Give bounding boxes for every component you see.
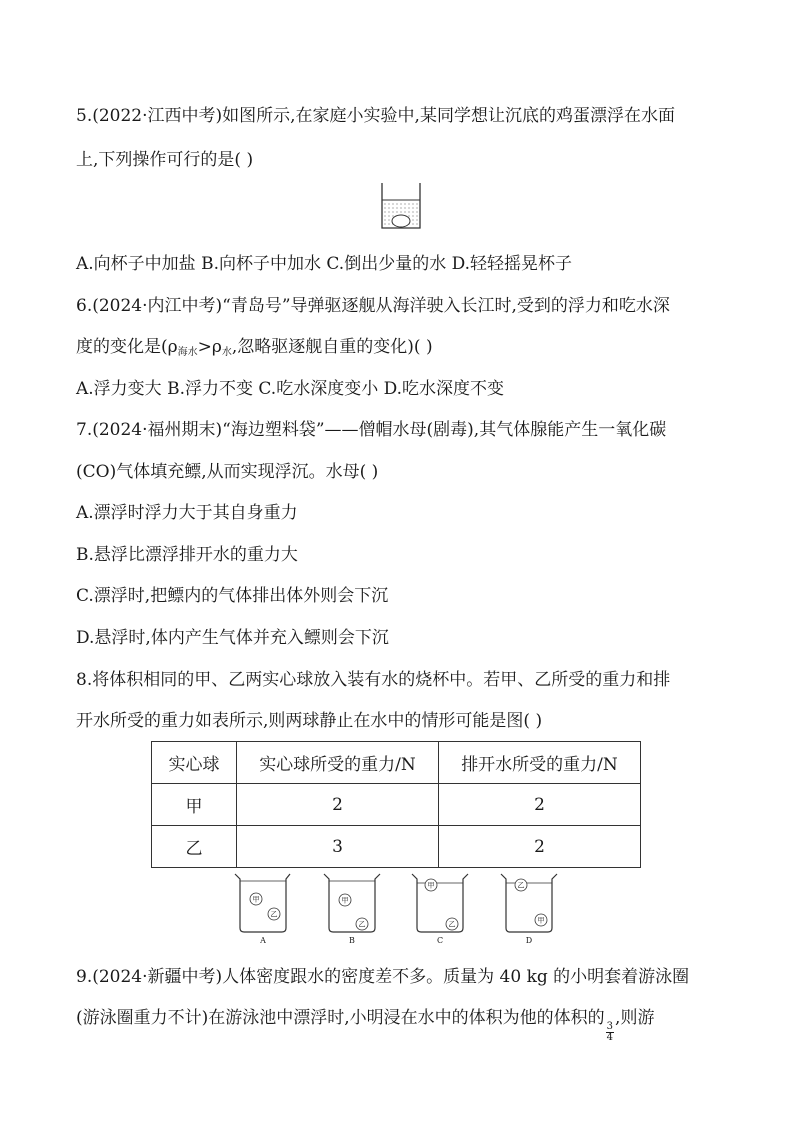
q8-stem-line2: 开水所受的重力如表所示,则两球静止在水中的情形可能是图( )	[76, 711, 543, 731]
table-cell: 2	[439, 784, 641, 826]
figure-label-c: C	[436, 936, 444, 945]
q6-stem-line1: 6.(2024·内江中考)“青岛号”导弹驱逐舰从海洋驶入长江时,受到的浮力和吃水深	[76, 296, 670, 316]
table-header-cell: 实心球所受的重力/N	[237, 742, 439, 784]
ball-yi-label: 乙	[517, 881, 525, 890]
ball-yi-label: 乙	[358, 920, 366, 929]
table-cell: 乙	[152, 826, 237, 868]
table-cell: 甲	[152, 784, 237, 826]
table-header-cell: 排开水所受的重力/N	[439, 742, 641, 784]
q5-options: A.向杯子中加盐 B.向杯子中加水 C.倒出少量的水 D.轻轻摇晃杯子	[76, 254, 573, 274]
beaker-a	[235, 874, 290, 945]
table-cell: 2	[237, 784, 439, 826]
q9-stem-line2: (游泳圈重力不计)在游泳池中漂浮时,小明浸在水中的体积为他的体积的 $\frac{3}{4}$ ,则游	[76, 1008, 655, 1043]
ball-jia-label: 甲	[537, 916, 545, 925]
table-header-cell: 实心球	[152, 742, 237, 784]
table-header-row	[152, 742, 641, 784]
figure-label-d: D	[525, 936, 533, 945]
ball-yi-label: 乙	[448, 920, 456, 929]
q9-stem-line1: 9.(2024·新疆中考)人体密度跟水的密度差不多。质量为 40 kg 的小明套着游泳圈	[76, 967, 690, 987]
ball-jia-label: 甲	[252, 895, 260, 904]
figure-label-a: A	[260, 936, 266, 945]
q5-stem-line2: 上,下列操作可行的是( )	[76, 150, 254, 170]
beaker-d	[501, 874, 557, 945]
table-cell: 2	[439, 826, 641, 868]
ball-yi-label: 乙	[270, 910, 278, 919]
q7-option-b: B.悬浮比漂浮排开水的重力大	[76, 545, 298, 565]
beaker-b	[324, 874, 380, 945]
q8-beakers-figure	[232, 870, 562, 946]
q7-stem-line2: (CO)气体填充鳔,从而实现浮沉。水母( )	[76, 462, 379, 482]
q5-stem-line1: 5.(2022·江西中考)如图所示,在家庭小实验中,某同学想让沉底的鸡蛋漂浮在水面	[76, 106, 675, 126]
table-row	[152, 826, 641, 868]
fraction-three-quarters: $\frac{3}{4}$	[606, 1021, 614, 1043]
q7-option-a: A.漂浮时浮力大于其自身重力	[76, 503, 298, 523]
q7-option-c: C.漂浮时,把鳔内的气体排出体外则会下沉	[76, 586, 389, 606]
ball-jia-label: 甲	[341, 896, 349, 905]
table-cell: 3	[237, 826, 439, 868]
q8-stem-line1: 8.将体积相同的甲、乙两实心球放入装有水的烧杯中。若甲、乙所受的重力和排	[76, 670, 671, 690]
beaker-c	[412, 874, 468, 945]
q6-stem-line2: 度的变化是($\rho_{海水}>\rho_水$,忽略驱逐舰自重的变化)( )	[76, 337, 433, 358]
q7-option-d: D.悬浮时,体内产生气体并充入鳔则会下沉	[76, 628, 389, 648]
ball-jia-label: 甲	[427, 881, 435, 890]
figure-label-b: B	[349, 936, 355, 945]
q8-gravity-table	[151, 741, 641, 868]
q5-beaker-egg-figure	[378, 180, 424, 232]
q6-options: A.浮力变大 B.浮力不变 C.吃水深度变小 D.吃水深度不变	[76, 379, 505, 399]
table-row	[152, 784, 641, 826]
q7-stem-line1: 7.(2024·福州期末)“海边塑料袋”——僧帽水母(剧毒),其气体腺能产生一氧化碳	[76, 420, 667, 440]
